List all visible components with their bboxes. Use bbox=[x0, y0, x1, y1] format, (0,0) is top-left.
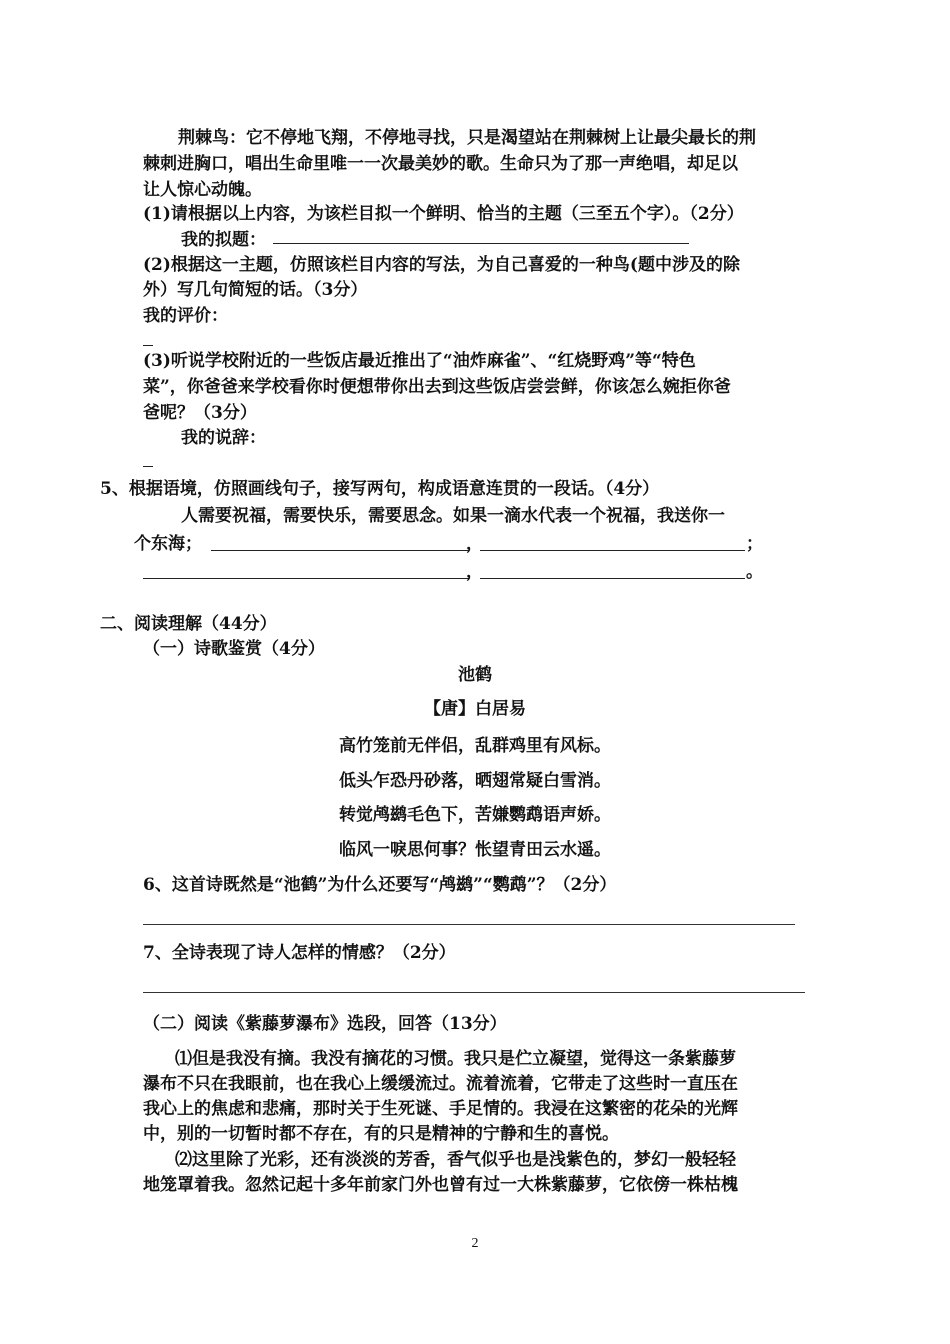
q5-blank-3[interactable] bbox=[143, 578, 469, 579]
reading-2-para-2-line-1: ⑵这里除了光彩，还有淡淡的芳香，香气似乎也是浅紫色的，梦幻一般轻轻 bbox=[175, 1150, 736, 1170]
q4-part-3-line-1: (3)听说学校附近的一些饭店最近推出了“油炸麻雀”、“红烧野鸡”等“特色 bbox=[143, 351, 696, 371]
poem-title: 池鹤 bbox=[458, 665, 492, 685]
reading-2-title: （二）阅读《紫藤萝瀑布》选段，回答（13分） bbox=[143, 1014, 507, 1034]
q5-period: 。 bbox=[746, 562, 763, 582]
q4-1-answer-line[interactable] bbox=[273, 243, 689, 244]
q4-intro-line-3: 让人惊心动魄。 bbox=[143, 180, 262, 200]
poem-line-3: 转觉鸬鹚毛色下，苦嫌鹦鹉语声娇。 bbox=[339, 805, 611, 825]
q5-blank-1[interactable] bbox=[211, 550, 469, 551]
page-number: 2 bbox=[471, 1236, 479, 1251]
q5-title: 5、根据语境，仿照画线句子，接写两句，构成语意连贯的一段话。（4分） bbox=[100, 479, 660, 499]
q4-intro-line-2: 棘刺进胸口，唱出生命里唯一一次最美妙的歌。生命只为了那一声绝唱，却足以 bbox=[143, 154, 738, 174]
q5-comma-2: ， bbox=[466, 562, 483, 582]
q4-3-answer-line[interactable] bbox=[143, 466, 153, 467]
reading-2-para-1-line-1: ⑴但是我没有摘。我没有摘花的习惯。我只是伫立凝望，觉得这一条紫藤萝 bbox=[175, 1049, 736, 1069]
q5-prompt-line-2: 个东海； bbox=[134, 534, 202, 554]
q7-answer-line[interactable] bbox=[143, 992, 805, 993]
q5-blank-2[interactable] bbox=[480, 550, 745, 551]
poem-line-4: 临风一唳思何事？怅望青田云水遥。 bbox=[339, 840, 611, 860]
q4-2-answer-line[interactable] bbox=[143, 345, 153, 346]
q5-blank-4[interactable] bbox=[480, 578, 745, 579]
q4-part-2-line-1: (2)根据这一主题，仿照该栏目内容的写法，为自己喜爱的一种鸟(题中涉及的除 bbox=[143, 255, 740, 275]
q4-1-answer-label: 我的拟题： bbox=[181, 230, 266, 250]
q5-comma-1: ， bbox=[466, 534, 483, 554]
q6-question: 6、这首诗既然是“池鹤”为什么还要写“鸬鹚”“鹦鹉”？（2分） bbox=[143, 875, 617, 895]
reading-2-para-2-line-2: 地笼罩着我。忽然记起十多年前家门外也曾有过一大株紫藤萝，它依傍一株枯槐 bbox=[143, 1175, 738, 1195]
poem-author: 【唐】白居易 bbox=[424, 699, 526, 719]
q5-prompt-line-1: 人需要祝福，需要快乐，需要思念。如果一滴水代表一个祝福，我送你一 bbox=[181, 506, 725, 526]
q4-part-1: (1)请根据以上内容，为该栏目拟一个鲜明、恰当的主题（三至五个字）。（2分） bbox=[143, 204, 744, 224]
q4-2-answer-label: 我的评价： bbox=[143, 306, 228, 326]
section-2-sub-1: （一）诗歌鉴赏（4分） bbox=[143, 639, 325, 659]
reading-2-para-1-line-4: 中，别的一切暂时都不存在，有的只是精神的宁静和生的喜悦。 bbox=[143, 1124, 619, 1144]
q4-part-3-line-3: 爸呢？（3分） bbox=[143, 403, 257, 423]
q6-answer-line[interactable] bbox=[143, 924, 795, 925]
poem-line-1: 高竹笼前无伴侣，乱群鸡里有风标。 bbox=[339, 736, 611, 756]
q4-intro-line-1: 荆棘鸟：它不停地飞翔，不停地寻找，只是渴望站在荆棘树上让最尖最长的荆 bbox=[178, 128, 756, 148]
reading-2-para-1-line-3: 我心上的焦虑和悲痛，那时关于生死谜、手足情的。我浸在这繁密的花朵的光辉 bbox=[143, 1099, 738, 1119]
q5-semicolon: ； bbox=[746, 534, 763, 554]
q4-part-3-line-2: 菜”，你爸爸来学校看你时便想带你出去到这些饭店尝尝鲜，你该怎么婉拒你爸 bbox=[143, 377, 731, 397]
poem-line-2: 低头乍恐丹砂落，晒翅常疑白雪消。 bbox=[339, 771, 611, 791]
reading-2-para-1-line-2: 瀑布不只在我眼前，也在我心上缓缓流过。流着流着，它带走了这些时一直压在 bbox=[143, 1074, 738, 1094]
q4-3-answer-label: 我的说辞： bbox=[181, 428, 266, 448]
section-2-title: 二、阅读理解（44分） bbox=[100, 614, 277, 634]
q4-part-2-line-2: 外）写几句简短的话。（3分） bbox=[143, 280, 368, 300]
q7-question: 7、全诗表现了诗人怎样的情感？（2分） bbox=[143, 943, 456, 963]
